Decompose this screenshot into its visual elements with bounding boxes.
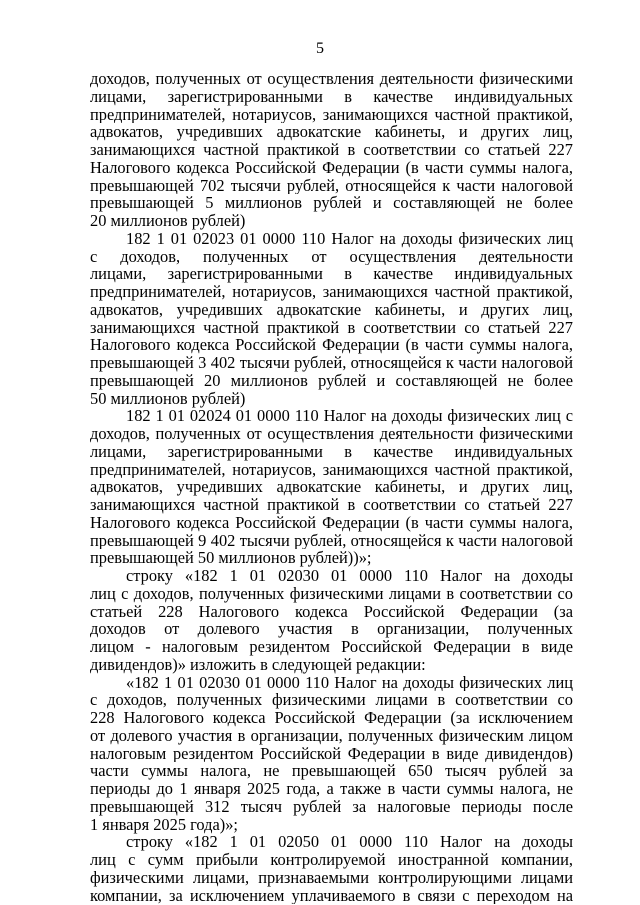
text-line: лиц с доходов, полученных физическими лицами в соответствии со <box>90 584 573 603</box>
text-line: Налогового кодекса Российской Федерации (в части суммы налога, <box>90 513 573 532</box>
text-line: физическими лицами, признаваемыми контролирующими лицами <box>90 868 573 887</box>
text-line: 228 Налогового кодекса Российской Федерации (за исключением <box>90 709 573 727</box>
text-line: статьей 228 Налогового кодекса Российской Федерации (за <box>90 602 573 621</box>
text-line: с доходов, полученных физическими лицами в соответствии со <box>90 691 573 709</box>
text-line: превышающей 312 тысяч рублей за налоговые периоды после <box>90 797 573 816</box>
text-line: предпринимателей, нотариусов, занимающихся частной практикой, <box>90 283 573 301</box>
text-line: лицами, зарегистрированными в качестве индивидуальных <box>90 442 573 461</box>
text-line: занимающихся частной практикой в соответствии со статьей 227 <box>90 141 573 159</box>
text-line: 1 января 2025 года)»; <box>90 814 238 834</box>
text-line: 182 1 01 02023 01 0000 110 Налог на доходы физических лиц <box>126 229 573 248</box>
text-line: 20 миллионов рублей) <box>90 211 246 230</box>
text-line: части суммы налога, не превышающей 650 тысяч рублей за <box>90 762 573 780</box>
text-line: адвокатов, учредивших адвокатские кабинеты, и других лиц, <box>90 300 573 319</box>
text-line: превышающей 20 миллионов рублей и составляющей не более <box>90 371 573 390</box>
text-line: доходов от долевого участия в организации, полученных <box>90 620 573 638</box>
text-line: 182 1 01 02024 01 0000 110 Налог на доходы физических лиц с <box>126 407 573 425</box>
text-line: строку «182 1 01 02050 01 0000 110 Налог на доходы <box>126 833 573 851</box>
text-line: периоды до 1 января 2025 года, а также в части суммы налога, не <box>90 780 573 798</box>
text-line: адвокатов, учредивших адвокатские кабинеты, и других лиц, <box>90 478 573 496</box>
text-line: лицами, зарегистрированными в качестве индивидуальных <box>90 87 573 106</box>
text-line: предпринимателей, нотариусов, занимающихся частной практикой, <box>90 105 573 124</box>
text-line: занимающихся частной практикой в соответствии со статьей 227 <box>90 496 573 514</box>
text-line: лицом - налоговым резидентом Российской Федерации в виде <box>90 638 573 656</box>
text-line: компании, за исключением уплачиваемого в связи с переходом на <box>90 886 573 905</box>
text-line: занимающихся частной практикой в соответствии со статьей 227 <box>90 318 573 337</box>
text-line: превышающей 50 миллионов рублей))»; <box>90 548 372 568</box>
text-line: Налогового кодекса Российской Федерации (в части суммы налога, <box>90 336 573 354</box>
text-line: от долевого участия в организации, полученных физическим лицом <box>90 726 573 745</box>
text-line: лиц с сумм прибыли контролируемой иностранной компании, <box>90 851 573 869</box>
text-line: превышающей 9 402 тысячи рублей, относящейся к части налоговой <box>90 531 573 550</box>
text-line: с доходов, полученных от осуществления деятельности <box>90 247 573 266</box>
text-line: превышающей 5 миллионов рублей и составляющей не более <box>90 194 573 212</box>
text-line: 50 миллионов рублей) <box>90 388 246 408</box>
text-line: превышающей 3 402 тысячи рублей, относящейся к части налоговой <box>90 354 573 372</box>
text-line: доходов, полученных от осуществления деятельности физическими <box>90 70 573 88</box>
text-line: строку «182 1 01 02030 01 0000 110 Налог на доходы <box>126 567 573 585</box>
document-body <box>90 70 573 904</box>
text-line: превышающей 702 тысячи рублей, относящейся к части налоговой <box>90 176 573 195</box>
text-line: адвокатов, учредивших адвокатские кабинеты, и других лиц, <box>90 123 573 141</box>
text-line: «182 1 01 02030 01 0000 110 Налог на доходы физических лиц <box>126 673 573 692</box>
text-line: налоговым резидентом Российской Федерации в виде дивидендов) <box>90 744 573 763</box>
text-line: дивидендов)» изложить в следующей редакции: <box>90 654 426 674</box>
text-line: Налогового кодекса Российской Федерации (в части суммы налога, <box>90 158 573 177</box>
text-line: доходов, полученных от осуществления деятельности физическими <box>90 425 573 443</box>
page-number: 5 <box>316 40 324 57</box>
text-line: лицами, зарегистрированными в качестве индивидуальных <box>90 265 573 283</box>
text-line: предпринимателей, нотариусов, занимающихся частной практикой, <box>90 460 573 479</box>
